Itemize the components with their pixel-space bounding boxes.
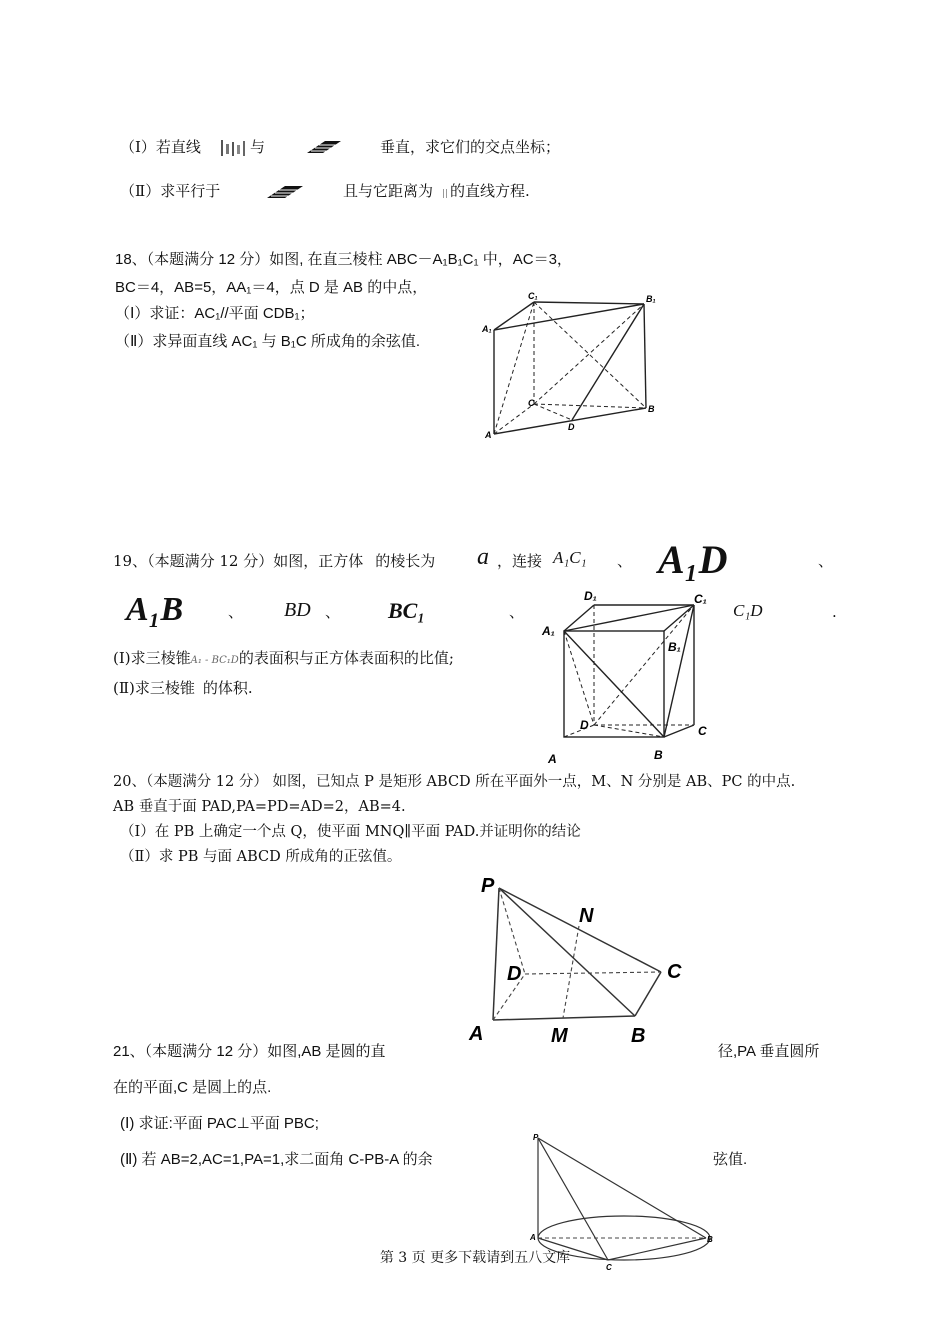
equation-glyph-icon: [303, 139, 343, 155]
label-m: M: [551, 1025, 568, 1047]
label-c1: C₁: [694, 592, 707, 606]
q18-line2: BC＝4，AB=5，AA₁＝4，点 D 是 AB 的中点，: [115, 279, 428, 296]
sep-5: 、: [509, 603, 525, 621]
q21-line2: 在的平面,C 是圆上的点.: [113, 1079, 272, 1096]
q17-part2-end: [450, 181, 530, 201]
q19-part1: [113, 648, 454, 671]
label-p: P: [481, 875, 495, 897]
q17-part1-text-b: 与: [250, 138, 266, 156]
q21-line1-a: 21、（本题满分 12 分）如图,AB 是圆的直: [113, 1043, 386, 1060]
q21-part2-b: 弦值.: [713, 1151, 748, 1168]
q17-part1: [120, 137, 201, 157]
label-b1: B₁: [646, 294, 656, 304]
label-d: D: [580, 718, 589, 732]
q19-intro-b: 的棱长为: [375, 552, 436, 570]
q18-line1: 18、（本题满分 12 分）如图, 在直三棱柱 ABC－A₁B₁C₁ 中，AC＝3，: [115, 251, 572, 268]
q17-part2-text-a: （Ⅱ）求平行于: [120, 182, 221, 200]
q20-part1: （Ⅰ）在 PB 上确定一个点 Q，使平面 MNQ∥平面 PAD.并证明你的结论: [120, 824, 581, 840]
equation-image-placeholder: [441, 186, 449, 200]
equation-image-placeholder: [265, 184, 305, 200]
equation-image-placeholder: [219, 136, 249, 160]
q17-part2-text-b: 且与它距离为: [343, 182, 434, 200]
label-b: B: [631, 1025, 646, 1047]
label-a: A: [548, 752, 557, 766]
sep-1: 、: [617, 552, 633, 570]
q21-line1-b: 径,PA 垂直圆所: [718, 1043, 820, 1060]
q19-part1-a: (Ⅰ)求三棱锥: [113, 649, 191, 667]
q20-line2: AB 垂直于面 PAD,PA=PD=AD=2，AB=4.: [113, 799, 406, 815]
label-b: B: [648, 404, 655, 414]
page-footer: 第 3 页 更多下载请到五八文库: [379, 1250, 571, 1266]
equation-image-placeholder: [303, 139, 343, 155]
math-a1d: A₁D: [658, 537, 728, 582]
math-c1d: C₁D: [733, 601, 763, 620]
label-a1: A₁: [542, 624, 555, 638]
math-a1b: A₁B: [126, 591, 184, 628]
var-a: a: [477, 544, 489, 570]
q19-intro-a: 19、（本题满分 12 分）如图，正方体: [113, 552, 364, 570]
equation-glyph-icon: [441, 186, 449, 200]
label-a1: A₁: [482, 324, 492, 334]
q17-part1-end: [380, 137, 560, 157]
q17-part1-mid: [250, 137, 265, 157]
q19-part1-math: A₁ - BC₁D: [190, 655, 239, 666]
q20-line1: 20、（本题满分 12 分） 如图，已知点 P 是矩形 ABCD 所在平面外一点，M、N 分别是 AB、PC 的中点.: [113, 774, 796, 790]
math-a1c1: A₁C₁: [553, 548, 587, 567]
q17-part1-text-c: 垂直，求它们的交点坐标；: [380, 138, 561, 156]
q20-pyramid-figure: [465, 870, 695, 1050]
sep-4: 、: [325, 603, 341, 621]
sep-3: 、: [228, 603, 244, 621]
label-d: D: [568, 422, 575, 432]
label-b1: B₁: [668, 640, 681, 654]
q17-part2: [120, 181, 220, 201]
math-bc1: BC₁: [388, 598, 426, 623]
q20-part2: （Ⅱ）求 PB 与面 ABCD 所成角的正弦值。: [120, 849, 402, 865]
label-a: A: [485, 430, 492, 440]
q19-intro-c: ，连接: [497, 552, 543, 570]
label-c1: C₁: [528, 291, 538, 301]
end-dot: .: [832, 603, 837, 621]
equation-glyph-icon: [219, 136, 249, 160]
label-d1: D₁: [584, 589, 597, 603]
q17-part2-mid: [343, 181, 433, 201]
sep-2: 、: [818, 552, 834, 570]
q18-part1: （Ⅰ）求证：AC₁//平面 CDB₁；: [115, 305, 315, 322]
q19-part2-a: (Ⅱ)求三棱锥: [113, 679, 195, 697]
label-c: C: [528, 398, 535, 408]
math-bd: BD: [284, 599, 311, 621]
label-d: D: [507, 963, 522, 985]
label-c: C: [667, 961, 682, 983]
q21-part1: (Ⅰ) 求证:平面 PAC⊥平面 PBC;: [120, 1115, 319, 1132]
q18-prism-figure: [470, 288, 670, 448]
label-a: A: [469, 1023, 484, 1045]
label-c: C: [698, 724, 707, 738]
q19-part2: [113, 678, 253, 698]
label-b: B: [707, 1235, 713, 1244]
equation-glyph-icon: [265, 184, 305, 200]
q19-part1-b: 的表面积与正方体表面积的比值;: [238, 649, 454, 667]
q18-part2: （Ⅱ）求异面直线 AC₁ 与 B₁C 所成角的余弦值.: [115, 333, 421, 350]
q19-part2-b: 的体积.: [202, 679, 253, 697]
q19-cube-figure: [540, 585, 730, 765]
q17-part2-text-c: 的直线方程.: [450, 182, 530, 200]
label-b: B: [654, 748, 663, 762]
label-c: C: [606, 1263, 612, 1272]
q17-part1-text-a: （Ⅰ）若直线: [120, 138, 201, 156]
label-n: N: [579, 905, 594, 927]
label-a: A: [530, 1233, 536, 1242]
q21-part2-a: (Ⅱ) 若 AB=2,AC=1,PA=1,求二面角 C-PB-A 的余: [120, 1151, 433, 1168]
label-p: P: [533, 1133, 539, 1142]
q19-intro: [113, 551, 435, 571]
